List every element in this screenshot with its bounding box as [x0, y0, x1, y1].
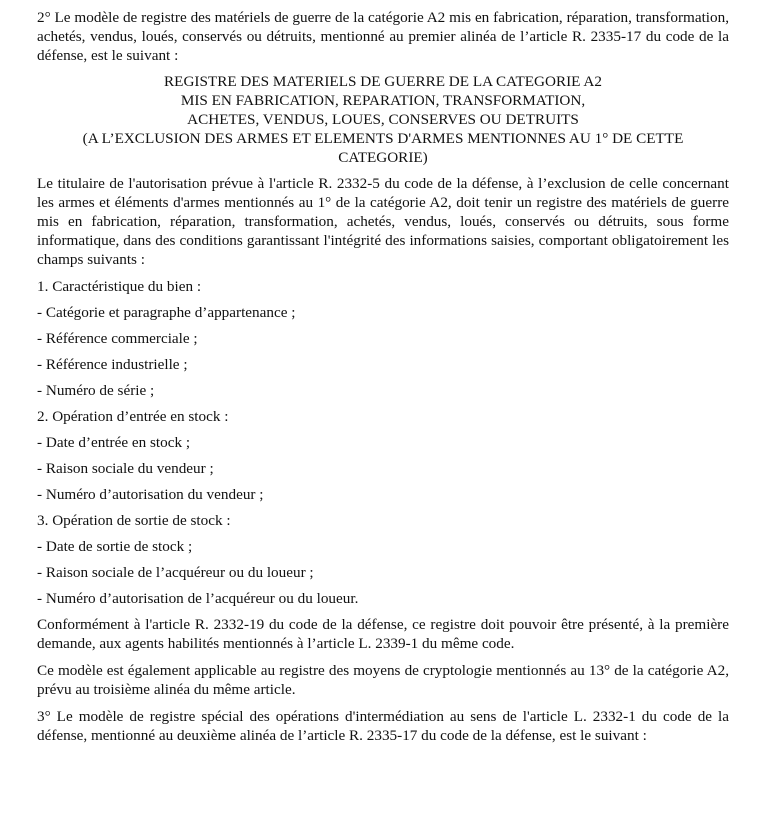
list-item: - Référence industrielle ; — [37, 356, 188, 373]
body-paragraph: Le titulaire de l'autorisation prévue à l'article R. 2332-5 du code de la défense, à l’exclusion de celle concernant les armes et éléments d'armes mentionnés au 1° de la catégorie A2, doit tenir un registre des matériels de guerre mis en fabrication, réparation, transformation, achetés, vendus, loués, conservés ou détruits, sous forme informatique, dans des conditions garantissant l'intégrité des informations saisies, comportant obligatoirement les champs suivants : — [37, 175, 729, 268]
list-item: - Numéro d’autorisation de l’acquéreur ou du loueur. — [37, 590, 359, 607]
heading-line: ACHETES, VENDUS, LOUES, CONSERVES OU DETRUITS — [187, 111, 579, 128]
list-item: - Raison sociale de l’acquéreur ou du loueur ; — [37, 564, 314, 581]
list-item: 1. Caractéristique du bien : — [37, 278, 202, 295]
list-item: - Date d’entrée en stock ; — [37, 434, 191, 451]
conformity-paragraph: Conformément à l'article R. 2332-19 du code de la défense, ce registre doit pouvoir être présenté, à la première demande, aux agents habilités mentionnés à l’article L. 2339-1 du même code. — [37, 616, 729, 652]
cryptology-paragraph: Ce modèle est également applicable au registre des moyens de cryptologie mentionnés au 13° de la catégorie A2, prévu au troisième alinéa du même article. — [37, 662, 729, 698]
heading-line: (A L’EXCLUSION DES ARMES ET ELEMENTS D'ARMES MENTIONNES AU 1° DE CETTE — [82, 130, 684, 147]
heading-line: REGISTRE DES MATERIELS DE GUERRE DE LA CATEGORIE A2 — [164, 73, 602, 90]
intro-paragraph: 2° Le modèle de registre des matériels de guerre de la catégorie A2 mis en fabrication, réparation, transformation, achetés, vendus, loués, conservés ou détruits, mentionné au premier alinéa de l’article R. 2335-17 du code de la défense, est le suivant : — [37, 9, 729, 64]
list-item: - Numéro de série ; — [37, 382, 155, 399]
list-item: - Raison sociale du vendeur ; — [37, 460, 214, 477]
list-item: - Référence commerciale ; — [37, 330, 198, 347]
document-page — [37, 8, 729, 745]
third-paragraph: 3° Le modèle de registre spécial des opérations d'intermédiation au sens de l'article L. 2332-1 du code de la défense, mentionné au deuxième alinéa de l’article R. 2335-17 du code de la défense, est le suivant : — [37, 708, 729, 744]
register-heading — [37, 72, 729, 167]
field-list — [37, 277, 729, 608]
list-item: 3. Opération de sortie de stock : — [37, 512, 231, 529]
heading-line: MIS EN FABRICATION, REPARATION, TRANSFORMATION, — [180, 92, 586, 109]
heading-line: CATEGORIE) — [338, 149, 428, 166]
list-item: - Date de sortie de stock ; — [37, 538, 193, 555]
list-item: - Numéro d’autorisation du vendeur ; — [37, 486, 264, 503]
list-item: - Catégorie et paragraphe d’appartenance ; — [37, 304, 296, 321]
list-item: 2. Opération d’entrée en stock : — [37, 408, 229, 425]
